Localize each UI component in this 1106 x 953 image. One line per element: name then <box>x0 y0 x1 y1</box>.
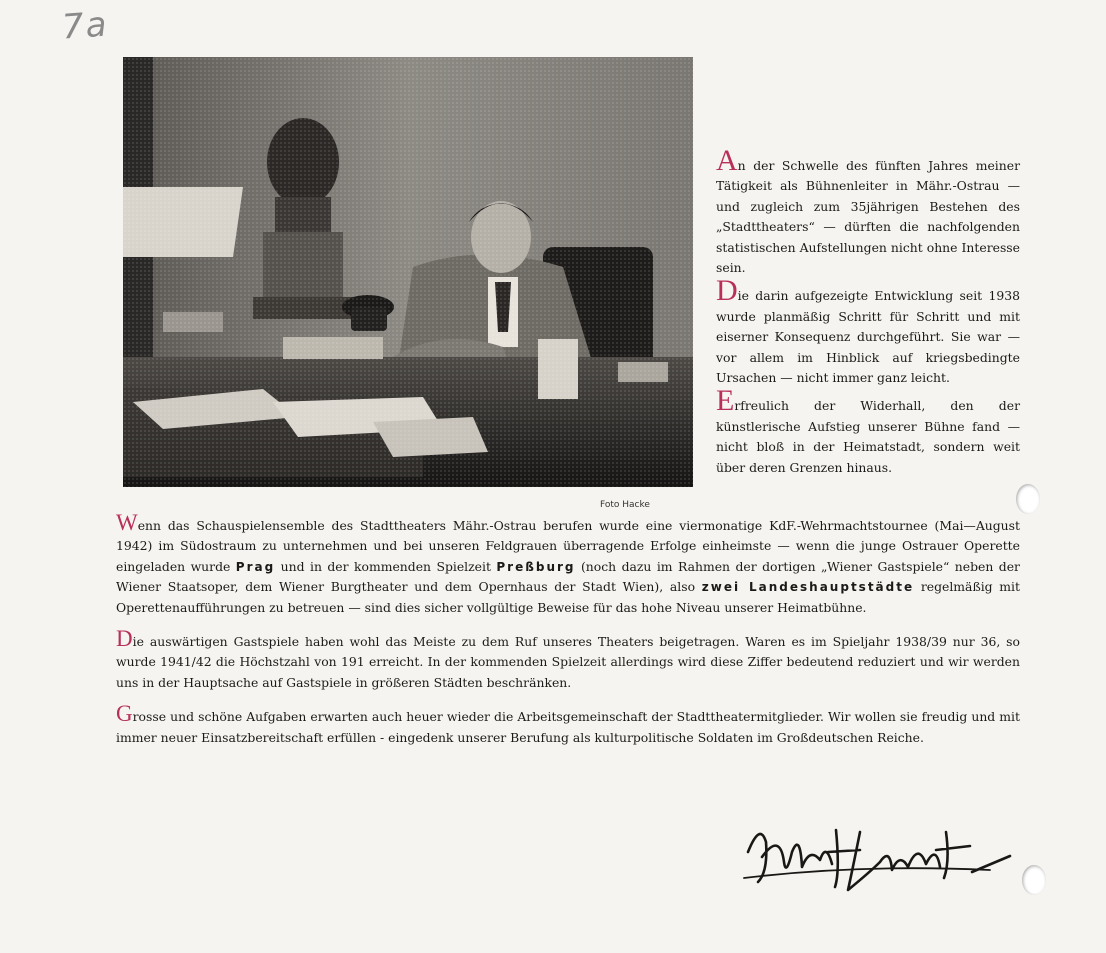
paragraph-text: und in der kommenden Spielzeit <box>275 558 497 574</box>
paragraph-text: enn das Schauspielensemble des Stadttheaters Mähr.-Ostrau berufen wurde eine viermonatige KdF.-Wehrmachtstournee (Mai—August 1942) im Südostraum zu unternehmen und bei unseren Feldgrauen überragende Erfolge einheimste — wenn die junge Ostrauer Operette eingeladen wurde <box>116 518 1020 574</box>
city-name: Preßburg <box>496 559 576 574</box>
main-paragraph-3 <box>116 701 1020 748</box>
intro-paragraph-2 <box>716 274 1020 388</box>
main-paragraph-2 <box>116 626 1020 693</box>
drop-initial: D <box>116 626 133 652</box>
intro-column <box>716 144 1020 486</box>
intro-paragraph-3 <box>716 384 1020 478</box>
drop-initial: E <box>716 384 735 418</box>
paragraph-text: regelmäßig mit Operettenaufführungen zu betreuen — sind dies sicher vollgültige Beweise für das hohe Niveau unserer Heimatbühne. <box>116 579 1020 615</box>
paragraph-text: ie darin aufgezeigte Entwicklung seit 1938 wurde planmäßig Schritt für Schritt und mit eiserner Konsequenz durchgeführt. Sie war — vor allem im Hinblick auf kriegsbedingte Ursachen — nicht immer ganz leicht. <box>716 288 1020 386</box>
portrait-photo <box>123 57 693 487</box>
photo-credit: Foto Hacke <box>600 500 650 510</box>
drop-initial: A <box>716 144 738 177</box>
paragraph-text: rosse und schöne Aufgaben erwarten auch heuer wieder die Arbeitsgemeinschaft der Stadttheatermitglieder. Wir wollen sie freudig und mit immer neuer Einsatzbereitschaft erfüllen - eingedenk unserer Berufung als kulturpolitische Soldaten im Großdeutschen Reiche. <box>116 709 1020 745</box>
drop-initial: G <box>116 701 133 727</box>
paragraph-text: n der Schwelle des fünften Jahres meiner Tätigkeit als Bühnenleiter in Mähr.-Ostrau — und zugleich zum 35jährigen Bestehen des „Stadttheaters“ — dürften die nachfolgenden statistischen Aufstellungen nicht ohne Interesse sein. <box>716 158 1020 276</box>
punch-hole-upper <box>1016 484 1040 514</box>
drop-initial: D <box>716 274 738 308</box>
emphasis-text: zwei Landeshauptstädte <box>701 580 915 595</box>
drop-initial: W <box>116 510 138 535</box>
intro-paragraph-1 <box>716 144 1020 278</box>
photo-illustration <box>123 57 693 487</box>
main-paragraph-1 <box>116 510 1020 618</box>
city-name: Prag <box>235 559 276 574</box>
paragraph-text: ie auswärtigen Gastspiele haben wohl das Meiste zu dem Ruf unseres Theaters beigetragen. Waren es im Spieljahr 1938/39 nur 36, so wurde 1941/42 die Höchstzahl von 191 erreicht. In der kommenden Spielzeit allerdings wird diese Ziffer bedeutend reduziert und wir werden uns in der Hauptsache auf Gastspiele in größeren Städten beschränken. <box>116 634 1020 690</box>
main-text <box>116 510 1020 762</box>
paragraph-text: (noch dazu im Rahmen der dortigen „Wiener Gastspiele“ neben der Wiener Staatsoper, dem Wiener Burgtheater und dem Opernhaus der Stadt Wien), also <box>116 558 1020 595</box>
paragraph-text: rfreulich der Widerhall, den der künstlerische Aufstieg unserer Bühne fand — nicht bloß in der Heimatstadt, sondern weit über deren Grenzen hinaus. <box>716 398 1020 475</box>
punch-hole-lower <box>1022 865 1046 895</box>
handwritten-signature <box>740 812 1020 902</box>
pencil-page-note: 7a <box>60 4 110 48</box>
